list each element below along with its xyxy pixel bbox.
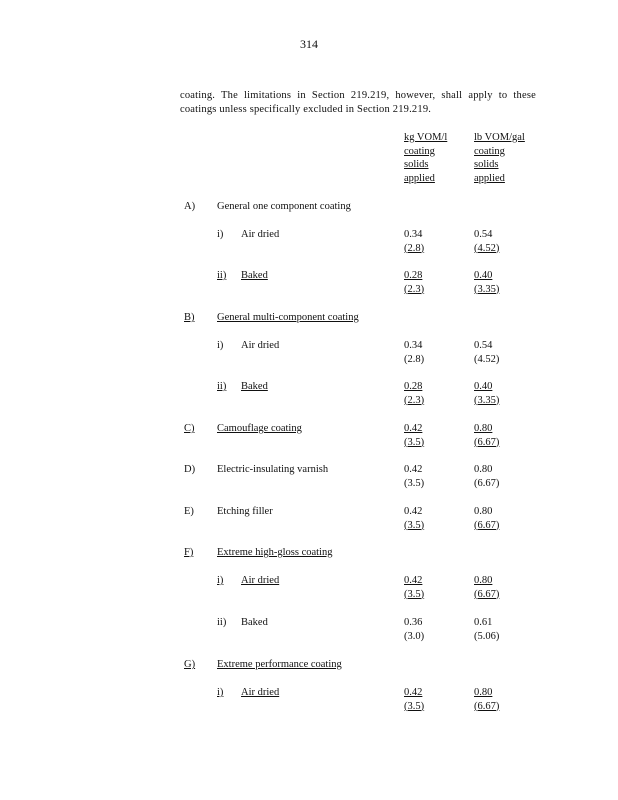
lb-value-alt: (6.67) bbox=[474, 477, 500, 489]
category-label: General one component coating bbox=[217, 201, 351, 212]
kg-value-main: 0.28 bbox=[404, 270, 423, 281]
kg-value-main: 0.42 bbox=[404, 687, 423, 698]
subitem-label: Air dried bbox=[241, 229, 280, 240]
lb-value-alt: (3.35) bbox=[474, 283, 500, 295]
subitem-label: Baked bbox=[241, 617, 268, 628]
kg-value-alt: (3.5) bbox=[404, 477, 425, 489]
subitem-label: Baked bbox=[241, 270, 268, 281]
kg-value-main: 0.28 bbox=[404, 381, 423, 392]
lb-value-main: 0.54 bbox=[474, 229, 493, 240]
lb-value bbox=[474, 339, 499, 366]
kg-value-alt: (3.5) bbox=[404, 519, 425, 531]
kg-value bbox=[404, 686, 424, 713]
subitem-number: i) bbox=[217, 340, 224, 351]
lb-value bbox=[474, 422, 499, 449]
column-header-kg bbox=[404, 131, 447, 185]
lb-value-alt: (4.52) bbox=[474, 353, 500, 365]
subitem-number: ii) bbox=[217, 270, 227, 281]
category-label: Extreme performance coating bbox=[217, 659, 342, 670]
category-letter: G) bbox=[184, 659, 196, 670]
kg-value bbox=[404, 339, 424, 366]
kg-value-main: 0.34 bbox=[404, 229, 423, 240]
kg-value-alt: (3.0) bbox=[404, 630, 425, 642]
column-header-line: kg VOM/l bbox=[404, 132, 448, 143]
lb-value-main: 0.40 bbox=[474, 381, 493, 392]
lb-value bbox=[474, 574, 499, 601]
lb-value bbox=[474, 505, 499, 532]
lb-value-alt: (6.67) bbox=[474, 519, 500, 531]
lb-value-alt: (5.06) bbox=[474, 630, 500, 642]
category-label: Camouflage coating bbox=[217, 423, 302, 434]
subitem-number: ii) bbox=[217, 381, 227, 392]
category-label: General multi-component coating bbox=[217, 312, 359, 323]
kg-value-alt: (2.8) bbox=[404, 242, 425, 254]
column-header-line: applied bbox=[474, 172, 505, 184]
column-header-line: coating bbox=[474, 145, 505, 157]
subitem-label: Air dried bbox=[241, 575, 280, 586]
kg-value-alt: (2.8) bbox=[404, 353, 425, 365]
kg-value bbox=[404, 574, 424, 601]
lb-value-alt: (4.52) bbox=[474, 242, 500, 254]
lb-value-main: 0.80 bbox=[474, 506, 493, 517]
subitem-label: Baked bbox=[241, 381, 268, 392]
subitem-number: i) bbox=[217, 575, 224, 586]
lb-value-main: 0.61 bbox=[474, 617, 493, 628]
column-header-line: applied bbox=[404, 172, 435, 184]
subitem-number: i) bbox=[217, 229, 224, 240]
kg-value bbox=[404, 422, 424, 449]
lb-value-main: 0.40 bbox=[474, 270, 493, 281]
lb-value-alt: (6.67) bbox=[474, 588, 500, 600]
lb-value-main: 0.54 bbox=[474, 340, 493, 351]
kg-value-main: 0.34 bbox=[404, 340, 423, 351]
kg-value-alt: (3.5) bbox=[404, 700, 425, 712]
lb-value bbox=[474, 380, 499, 407]
lb-value-main: 0.80 bbox=[474, 423, 493, 434]
category-label: Electric-insulating varnish bbox=[217, 464, 329, 475]
category-letter: F) bbox=[184, 547, 194, 558]
kg-value bbox=[404, 616, 424, 643]
category-letter: E) bbox=[184, 506, 194, 517]
category-letter: C) bbox=[184, 423, 195, 434]
subitem-label: Air dried bbox=[241, 687, 280, 698]
subitem-label: Air dried bbox=[241, 340, 280, 351]
lb-value bbox=[474, 269, 499, 296]
column-header-lb bbox=[474, 131, 525, 185]
kg-value-alt: (2.3) bbox=[404, 283, 425, 295]
kg-value-alt: (2.3) bbox=[404, 394, 425, 406]
kg-value-main: 0.42 bbox=[404, 423, 423, 434]
lb-value-main: 0.80 bbox=[474, 464, 493, 475]
lb-value bbox=[474, 616, 499, 643]
kg-value-main: 0.42 bbox=[404, 506, 423, 517]
page-number: 314 bbox=[300, 37, 318, 51]
lb-value bbox=[474, 228, 499, 255]
category-letter: A) bbox=[184, 201, 196, 212]
lb-value-main: 0.80 bbox=[474, 575, 493, 586]
intro-paragraph: coating. The limitations in Section 219.219, however, shall apply to these coatings unless specifically excluded in Section 219.219. bbox=[180, 90, 536, 115]
category-letter: B) bbox=[184, 312, 195, 323]
lb-value bbox=[474, 686, 499, 713]
kg-value bbox=[404, 228, 424, 255]
lb-value-alt: (6.67) bbox=[474, 436, 500, 448]
column-header-line: coating bbox=[404, 145, 435, 157]
kg-value bbox=[404, 505, 424, 532]
category-letter: D) bbox=[184, 464, 196, 475]
kg-value bbox=[404, 463, 424, 490]
column-header-line: solids bbox=[404, 159, 429, 170]
lb-value-alt: (6.67) bbox=[474, 700, 500, 712]
category-label: Extreme high-gloss coating bbox=[217, 547, 333, 558]
subitem-number: ii) bbox=[217, 617, 227, 628]
kg-value-alt: (3.5) bbox=[404, 436, 425, 448]
subitem-number: i) bbox=[217, 687, 224, 698]
lb-value-alt: (3.35) bbox=[474, 394, 500, 406]
column-header-line: solids bbox=[474, 159, 499, 170]
kg-value-main: 0.42 bbox=[404, 464, 423, 475]
column-header-line: lb VOM/gal bbox=[474, 132, 525, 143]
kg-value-alt: (3.5) bbox=[404, 588, 425, 600]
lb-value bbox=[474, 463, 499, 490]
category-label: Etching filler bbox=[217, 506, 273, 517]
kg-value bbox=[404, 269, 424, 296]
kg-value-main: 0.42 bbox=[404, 575, 423, 586]
kg-value bbox=[404, 380, 424, 407]
lb-value-main: 0.80 bbox=[474, 687, 493, 698]
kg-value-main: 0.36 bbox=[404, 617, 423, 628]
